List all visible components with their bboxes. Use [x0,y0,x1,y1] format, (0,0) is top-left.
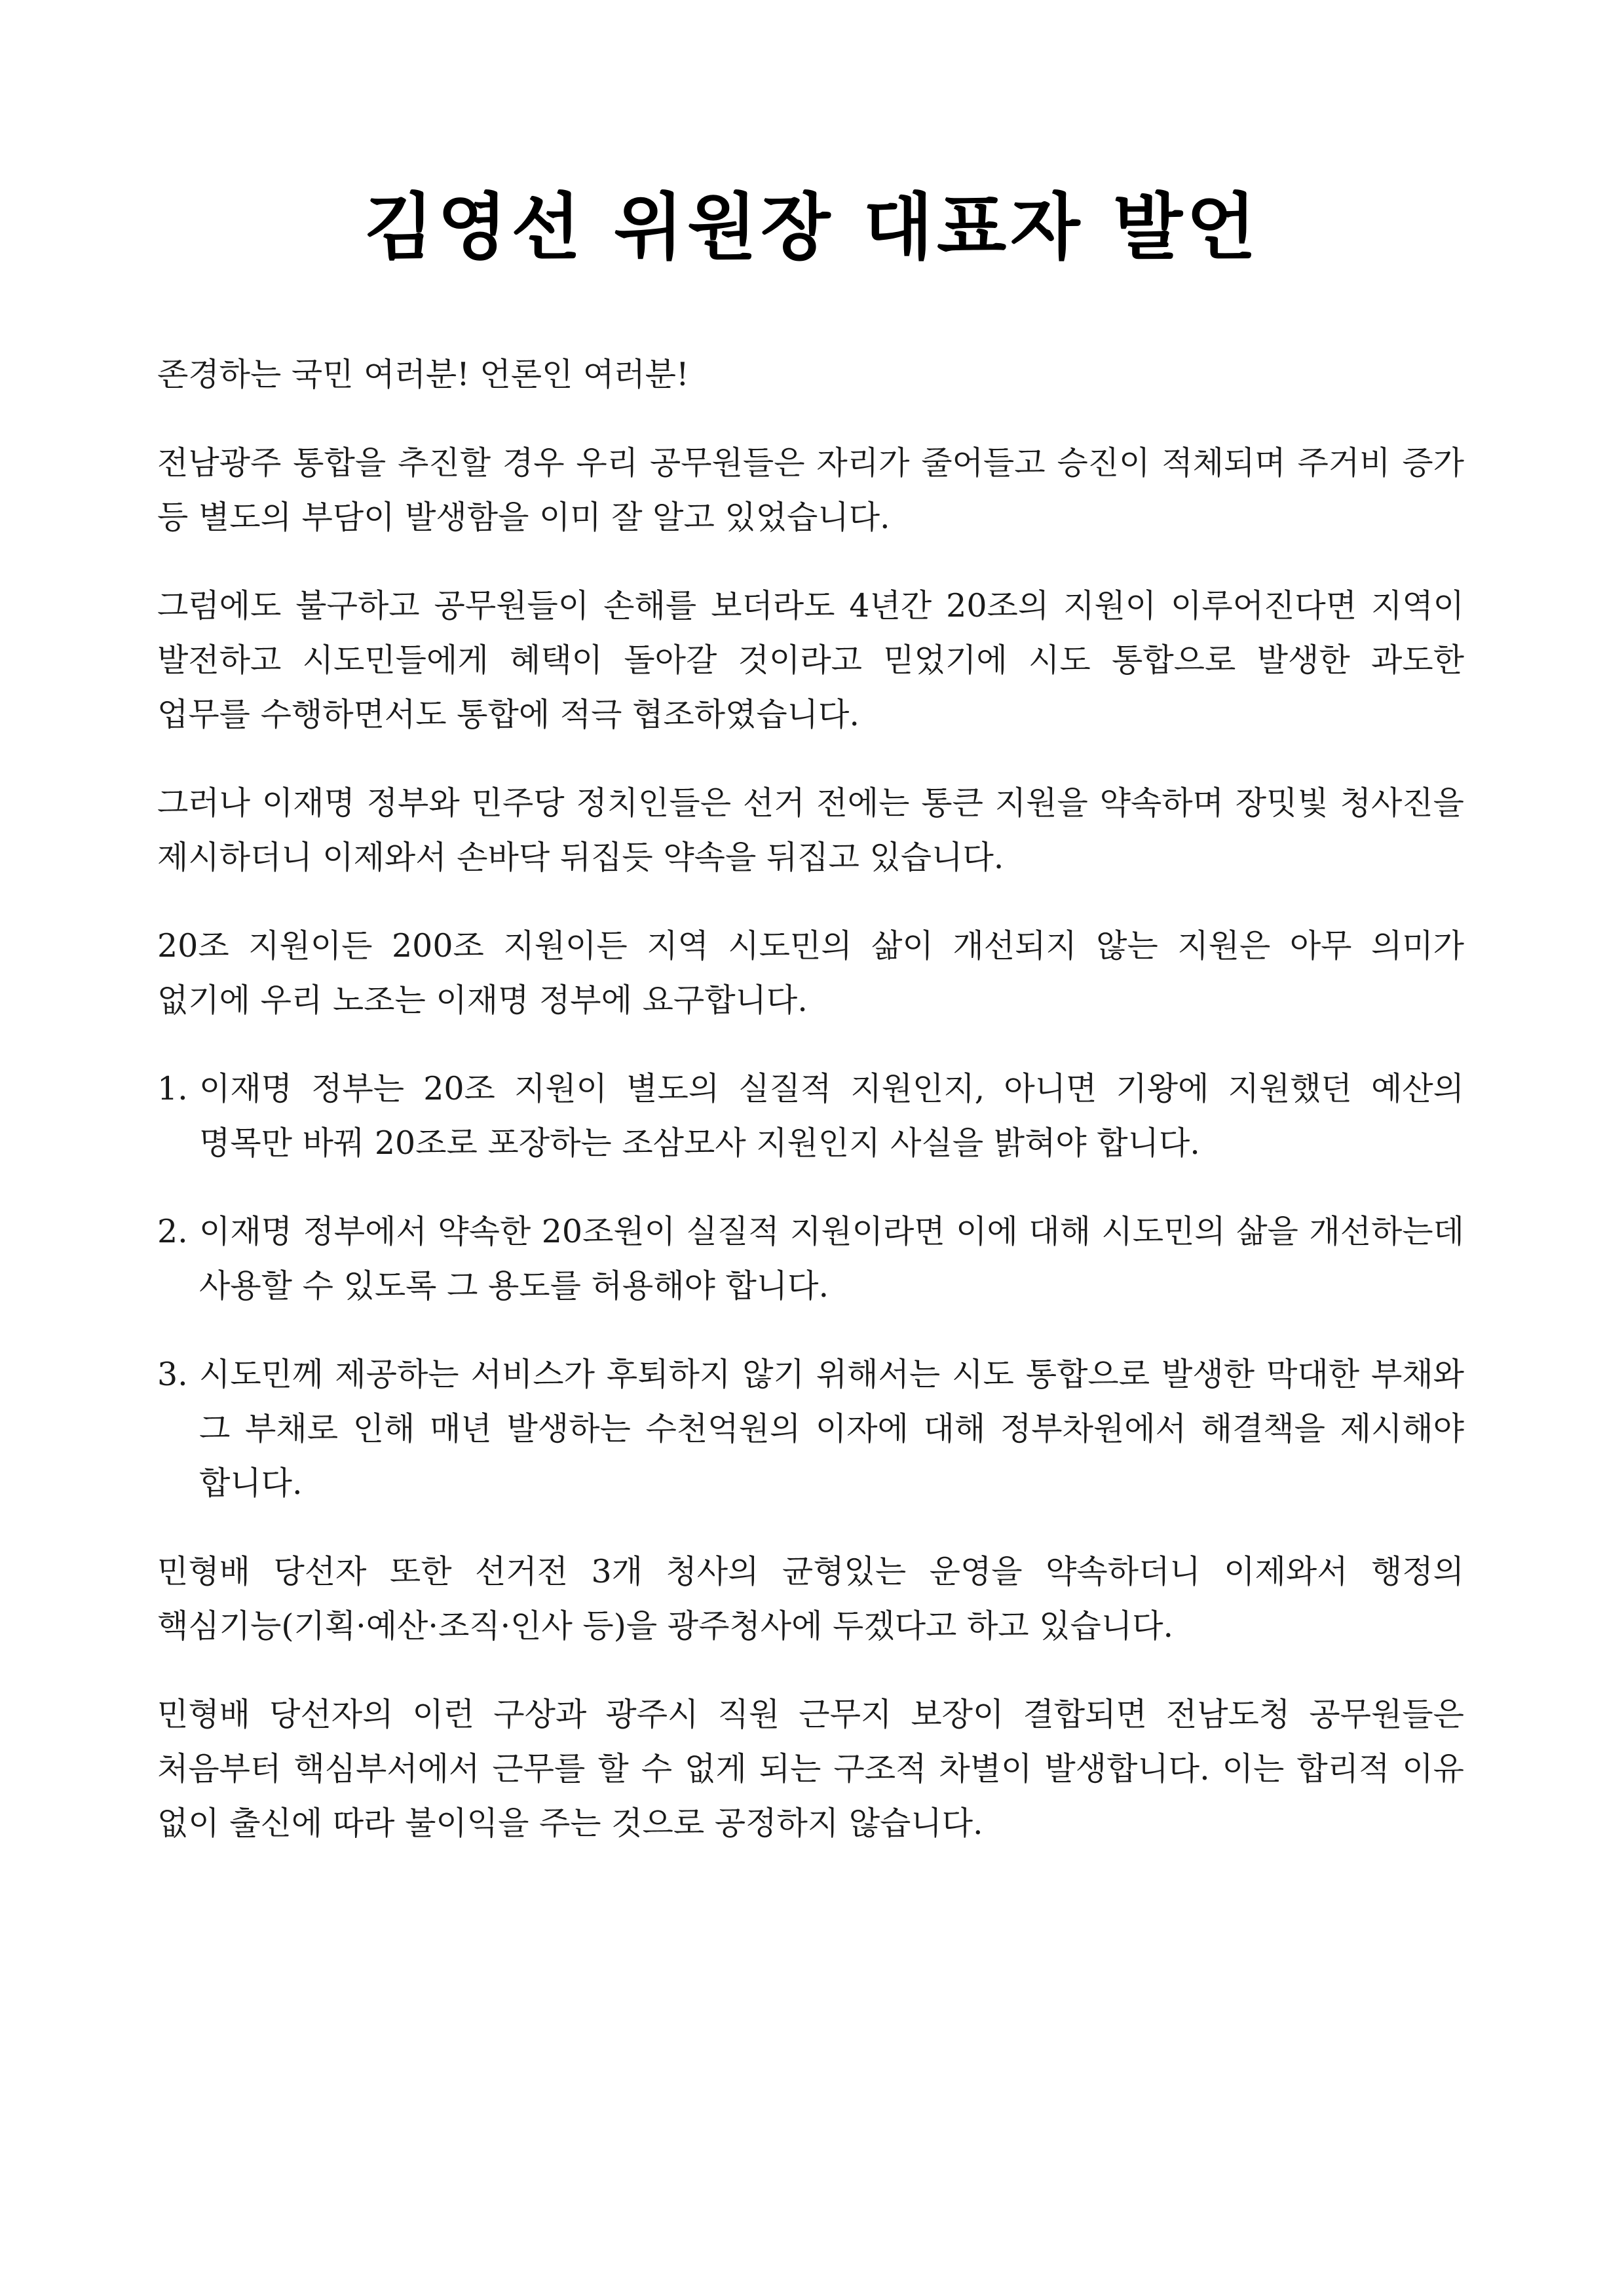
demand-item-1 [157,1062,1464,1170]
demand-marker: 3. [157,1356,188,1393]
demand-item-3 [157,1347,1464,1510]
demand-text: 이재명 정부에서 약속한 20조원이 실질적 지원이라면 이에 대해 시도민의 삶을 개선하는데 사용할 수 있도록 그 용도를 허용해야 합니다. [199,1213,1464,1305]
paragraph-burden: 전남광주 통합을 추진할 경우 우리 공무원들은 자리가 줄어들고 승진이 적체되며 주거비 증가 등 별도의 부담이 발생함을 이미 잘 알고 있었습니다. [157,444,1464,536]
demand-text: 이재명 정부는 20조 지원이 별도의 실질적 지원인지, 아니면 기왕에 지원했던 예산의 명목만 바꿔 20조로 포장하는 조삼모사 지원인지 사실을 밝혀야 합니다. [199,1070,1464,1162]
demand-text: 시도민께 제공하는 서비스가 후퇴하지 않기 위해서는 시도 통합으로 발생한 막대한 부채와 그 부채로 인해 매년 발생하는 수천억원의 이자에 대해 정부차원에서 해결책을 제시해야 합니다. [199,1356,1464,1502]
paragraph-broken-promise: 그러나 이재명 정부와 민주당 정치인들은 선거 전에는 통큰 지원을 약속하며 장밋빛 청사진을 제시하더니 이제와서 손바닥 뒤집듯 약속을 뒤집고 있습니다. [157,784,1464,876]
document-body [157,347,1464,1885]
paragraph-headquarters: 민형배 당선자 또한 선거전 3개 청사의 균형있는 운영을 약속하더니 이제와서 행정의 핵심기능(기획·예산·조직·인사 등)을 광주청사에 두겠다고 하고 있습니다. [157,1553,1464,1645]
paragraph-cooperation: 그럼에도 불구하고 공무원들이 손해를 보더라도 4년간 20조의 지원이 이루어진다면 지역이 발전하고 시도민들에게 혜택이 돌아갈 것이라고 믿었기에 시도 통합으로 발생한 과도한 업무를 수행하면서도 통합에 적극 협조하였습니다. [157,587,1464,733]
paragraph-demand-intro: 20조 지원이든 200조 지원이든 지역 시도민의 삶이 개선되지 않는 지원은 아무 의미가 없기에 우리 노조는 이재명 정부에 요구합니다. [157,927,1464,1019]
demand-item-2 [157,1204,1464,1313]
demands-list [157,1062,1464,1510]
demand-marker: 1. [157,1070,188,1107]
paragraph-discrimination: 민형배 당선자의 이런 구상과 광주시 직원 근무지 보장이 결합되면 전남도청 공무원들은 처음부터 핵심부서에서 근무를 할 수 없게 되는 구조적 차별이 발생합니다. 이는 합리적 이유 없이 출신에 따라 불이익을 주는 것으로 공정하지 않습니다. [157,1696,1464,1842]
paragraph-greeting: 존경하는 국민 여러분! 언론인 여러분! [157,356,689,393]
demand-marker: 2. [157,1213,188,1250]
document-title: 김영선 위원장 대표자 발언 [364,185,1260,269]
